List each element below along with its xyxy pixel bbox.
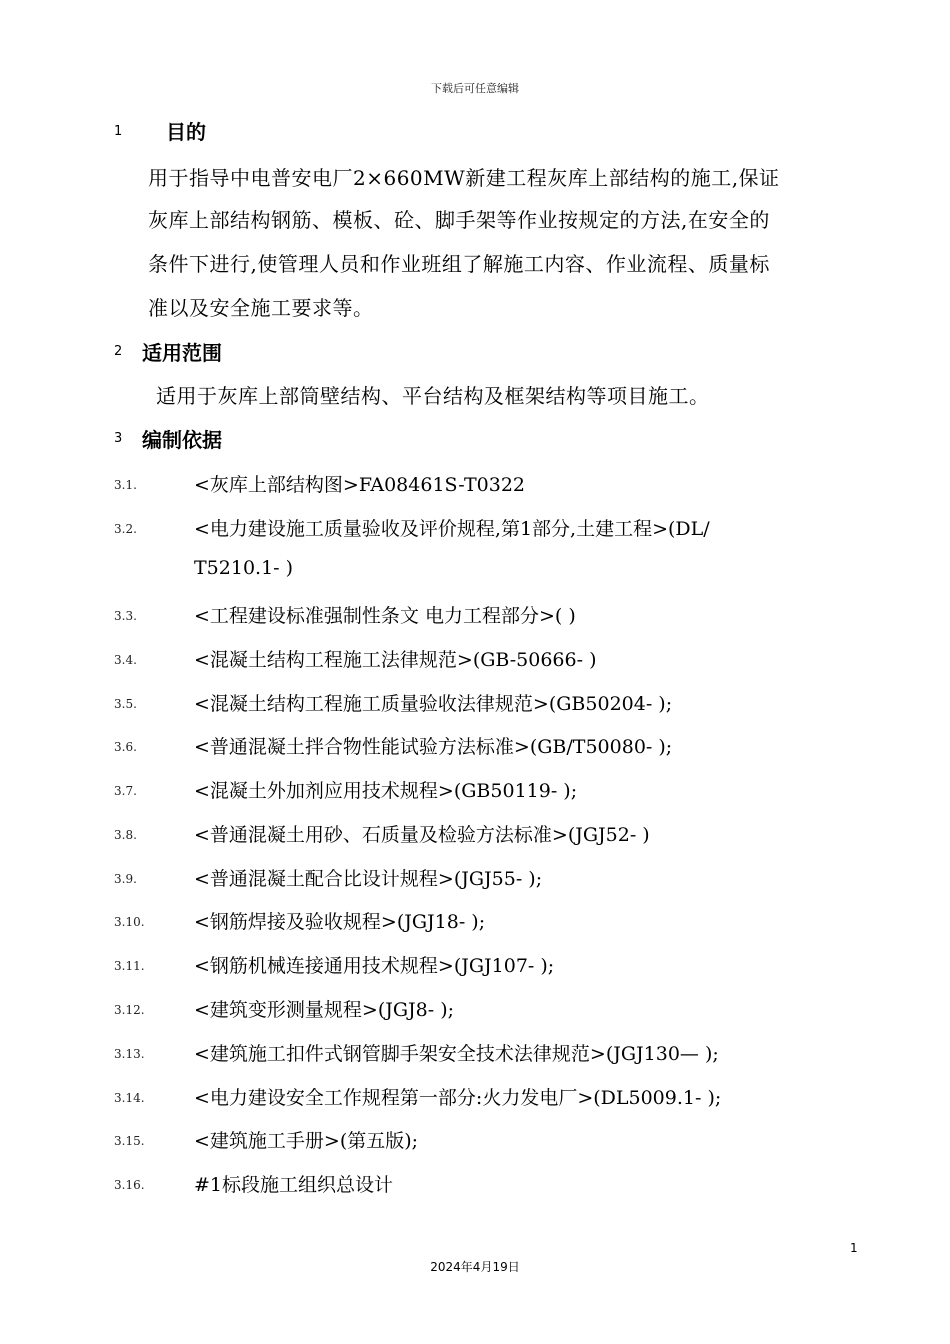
- ref-text: <工程建设标准强制性条文 电力工程部分>( ): [194, 605, 576, 627]
- page-number: 1: [850, 1241, 858, 1255]
- ref-number: 3.4.: [114, 653, 137, 667]
- ref-number: 3.16.: [114, 1178, 145, 1192]
- ref-number: 3.11.: [114, 959, 145, 973]
- ref-text: <混凝土结构工程施工法律规范>(GB-50666- ): [194, 649, 597, 671]
- ref-number: 3.7.: [114, 784, 137, 798]
- section-2-line-1: 适用于灰库上部筒壁结构、平台结构及框架结构等项目施工。: [156, 384, 710, 408]
- ref-text: <建筑施工扣件式钢管脚手架安全技术法律规范>(JGJ130— );: [194, 1043, 719, 1065]
- section-1-title: 目的: [166, 120, 206, 144]
- ref-text: <钢筋焊接及验收规程>(JGJ18- );: [194, 911, 486, 933]
- ref-text: <普通混凝土拌合物性能试验方法标准>(GB/T50080- );: [194, 736, 673, 758]
- ref-number: 3.5.: [114, 697, 137, 711]
- ref-text: <混凝土外加剂应用技术规程>(GB50119- );: [194, 780, 578, 802]
- section-1-line-2: 灰库上部结构钢筋、模板、砼、脚手架等作业按规定的方法,在安全的: [148, 208, 770, 232]
- page-header: 下载后可任意编辑: [431, 82, 519, 95]
- section-1-line-1: 用于指导中电普安电厂2×660MW新建工程灰库上部结构的施工,保证: [148, 166, 780, 190]
- ref-number: 3.15.: [114, 1134, 145, 1148]
- ref-text: <建筑施工手册>(第五版);: [194, 1130, 419, 1152]
- ref-text: <混凝土结构工程施工质量验收法律规范>(GB50204- );: [194, 693, 673, 715]
- ref-number: 3.12.: [114, 1003, 145, 1017]
- ref-text: <普通混凝土配合比设计规程>(JGJ55- );: [194, 868, 543, 890]
- ref-text: <灰库上部结构图>FA08461S-T0322: [194, 474, 526, 496]
- ref-text: <普通混凝土用砂、石质量及检验方法标准>(JGJ52- ): [194, 824, 650, 846]
- ref-text: <建筑变形测量规程>(JGJ8- );: [194, 999, 455, 1021]
- ref-text: <电力建设施工质量验收及评价规程,第1部分,土建工程>(DL/: [194, 518, 710, 540]
- ref-number: 3.9.: [114, 872, 137, 886]
- ref-number: 3.6.: [114, 740, 137, 754]
- ref-text-continued: T5210.1- ): [194, 557, 294, 579]
- ref-number: 3.13.: [114, 1047, 145, 1061]
- ref-number: 3.2.: [114, 522, 137, 536]
- section-1-line-4: 准以及安全施工要求等。: [148, 296, 374, 320]
- ref-number: 3.8.: [114, 828, 137, 842]
- ref-text: <电力建设安全工作规程第一部分:火力发电厂>(DL5009.1- );: [194, 1087, 722, 1109]
- ref-number: 3.14.: [114, 1091, 145, 1105]
- ref-text: <钢筋机械连接通用技术规程>(JGJ107- );: [194, 955, 555, 977]
- section-2-title: 适用范围: [142, 341, 222, 365]
- section-3-title: 编制依据: [142, 428, 222, 452]
- section-2-number: 2: [114, 344, 123, 359]
- footer-date: 2024年4月19日: [430, 1260, 520, 1274]
- ref-number: 3.3.: [114, 609, 137, 623]
- ref-number: 3.1.: [114, 478, 137, 492]
- section-1-line-3: 条件下进行,使管理人员和作业班组了解施工内容、作业流程、质量标: [148, 252, 770, 276]
- ref-number: 3.10.: [114, 915, 145, 929]
- section-1-number: 1: [114, 124, 123, 139]
- ref-text: #1标段施工组织总设计: [194, 1174, 394, 1196]
- section-3-number: 3: [114, 431, 123, 446]
